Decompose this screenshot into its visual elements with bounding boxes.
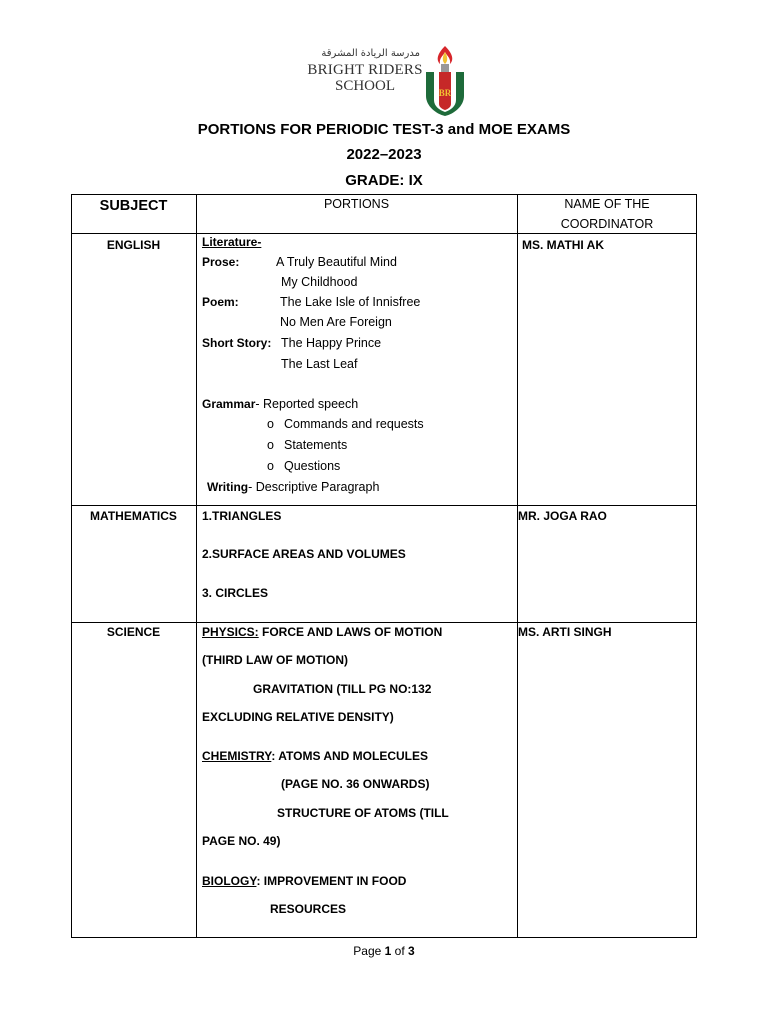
physics-label: PHYSICS:: [202, 625, 259, 639]
school-logo: [300, 44, 470, 118]
chemistry-line: (PAGE NO. 36 ONWARDS): [281, 777, 430, 791]
table-row-divider: [71, 505, 697, 506]
header-coordinator-line2: COORDINATOR: [560, 217, 654, 231]
chemistry-line: PAGE NO. 49): [202, 834, 281, 848]
short-story-label: Short Story:: [202, 336, 272, 350]
poem-label: Poem:: [202, 295, 239, 309]
grammar-label: Grammar: [202, 397, 256, 411]
table-border-right: [696, 194, 697, 938]
logo-line-2: SCHOOL: [334, 78, 395, 94]
poem-item: No Men Are Foreign: [280, 315, 392, 329]
chemistry-line: CHEMISTRY: ATOMS AND MOLECULES: [202, 749, 429, 763]
subject-science: SCIENCE: [106, 625, 161, 639]
header-coordinator-line1: NAME OF THE: [564, 197, 650, 211]
of-word: of: [394, 944, 405, 958]
math-topic: 1.TRIANGLES: [202, 509, 282, 523]
portions-table: [71, 194, 697, 938]
bullet: o: [267, 438, 274, 452]
grammar-bullet-item: o Commands and requests: [267, 417, 424, 431]
bullet: o: [267, 417, 274, 431]
grammar-line: [202, 396, 358, 412]
table-row-divider: [71, 233, 697, 234]
physics-line: EXCLUDING RELATIVE DENSITY): [202, 710, 394, 724]
table-border-left: [71, 194, 72, 938]
torch-shield-icon: [422, 44, 468, 118]
prose-item: A Truly Beautiful Mind: [276, 255, 397, 269]
writing-line: [207, 479, 379, 495]
logo-line-1: BRIGHT RIDERS: [307, 62, 423, 78]
coordinator-english: MS. MATHI AK: [522, 238, 604, 252]
subject-mathematics: MATHEMATICS: [90, 509, 177, 523]
math-topic: 3. CIRCLES: [202, 586, 269, 600]
physics-line: PHYSICS: FORCE AND LAWS OF MOTION: [202, 625, 443, 639]
prose-label: Prose:: [202, 255, 240, 269]
writing-text: - Descriptive Paragraph: [248, 480, 380, 494]
physics-line: (THIRD LAW OF MOTION): [202, 653, 348, 667]
math-topic: 2.SURFACE AREAS AND VOLUMES: [202, 547, 406, 561]
grade-label: GRADE: IX: [345, 172, 423, 189]
table-row-divider: [71, 622, 697, 623]
writing-label: Writing: [207, 480, 249, 494]
biology-line: RESOURCES: [270, 902, 347, 916]
grammar-bullet-item: o Statements: [267, 438, 348, 452]
page-footer: [0, 944, 768, 958]
svg-text:BR: BR: [438, 88, 452, 98]
coordinator-mathematics: MR. JOGA RAO: [518, 509, 607, 523]
document-title: PORTIONS FOR PERIODIC TEST-3 and MOE EXAMS: [197, 121, 571, 138]
table-border-top: [71, 194, 697, 195]
biology-label: BIOLOGY: [202, 874, 257, 888]
academic-year: 2022–2023: [346, 146, 422, 163]
page-number: 1: [384, 944, 392, 958]
coordinator-science: MS. ARTI SINGH: [518, 625, 612, 639]
table-col-divider: [196, 194, 197, 938]
physics-line: GRAVITATION (TILL PG NO:132: [253, 682, 432, 696]
chemistry-line: STRUCTURE OF ATOMS (TILL: [277, 806, 449, 820]
header-subject: SUBJECT: [99, 198, 168, 214]
table-col-divider: [517, 194, 518, 938]
logo-arabic-text: مدرسة الريادة المشرقة: [321, 48, 420, 59]
page-word: Page: [353, 944, 382, 958]
short-story-item: The Last Leaf: [281, 357, 358, 371]
page-total: 3: [408, 944, 415, 958]
chemistry-label: CHEMISTRY: [202, 749, 272, 763]
table-border-bottom: [71, 937, 697, 938]
grammar-bullet-item: o Questions: [267, 459, 341, 473]
literature-heading: Literature-: [202, 235, 262, 249]
short-story-item: The Happy Prince: [281, 336, 382, 350]
header-portions: PORTIONS: [323, 197, 390, 211]
grammar-text: - Reported speech: [255, 397, 359, 411]
poem-item: The Lake Isle of Innisfree: [280, 295, 421, 309]
subject-english: ENGLISH: [106, 238, 161, 252]
bullet: o: [267, 459, 274, 473]
biology-line: BIOLOGY: IMPROVEMENT IN FOOD: [202, 874, 407, 888]
prose-item: My Childhood: [281, 275, 358, 289]
